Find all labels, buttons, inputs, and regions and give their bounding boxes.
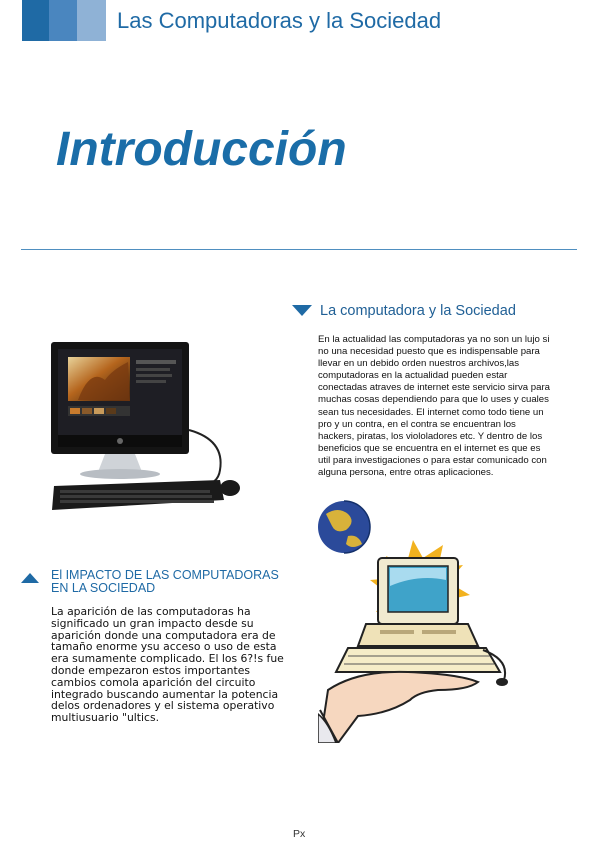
triangle-up-icon (21, 573, 39, 583)
triangle-down-icon (292, 305, 312, 316)
section-title-computadora: La computadora y la Sociedad (320, 303, 516, 319)
section-title-impacto: El IMPACTO DE LAS COMPUTADORAS EN LA SOCIEDAD (51, 568, 279, 595)
section-body-computadora: En la actualidad las computadoras ya no son un lujo si no una necesidad puesto que es indispensable para llevar en un debido orden nuestros archivos,las computadoras en la actualidad pueden estar conectadas atraves de internet este servicio sirva para muchas cosas dependiendo para que lo uses y cuales sean tus necesidades. El internet como todo tiene un pro y un contra, en el contra se encuentran los hackers, piratas, los viololadores etc. Y dentro de los beneficios que se encuentra en el internet es que es util para investigaciones o para estar comunicado con alguna persona, entre otras aplicaciones. (318, 334, 550, 479)
page-header-title: Las Computadoras y la Sociedad (117, 8, 442, 33)
header-color-block-mid (49, 0, 77, 41)
section-body-impacto: La aparición de las computadoras ha significado un gran impacto desde su aparición donde una computadora era de tamaño enorme ysu acceso o uso de esta era sumamente complicado. El los 6?!s fue donde empezaron estos importantes cambios comola aparición del circuito integrado buscando aumentar la potencia delos ordenadores y el sistema operativo multiusuario "ultics. (51, 605, 284, 725)
divider (21, 249, 577, 250)
header-color-block-dark (22, 0, 49, 41)
intro-heading: Introducción (56, 123, 347, 176)
all-in-one-computer-photo (50, 340, 242, 520)
header-color-block-light (77, 0, 106, 41)
footer-page-label: Px (293, 828, 306, 840)
hand-holding-computer-clipart (318, 500, 514, 743)
